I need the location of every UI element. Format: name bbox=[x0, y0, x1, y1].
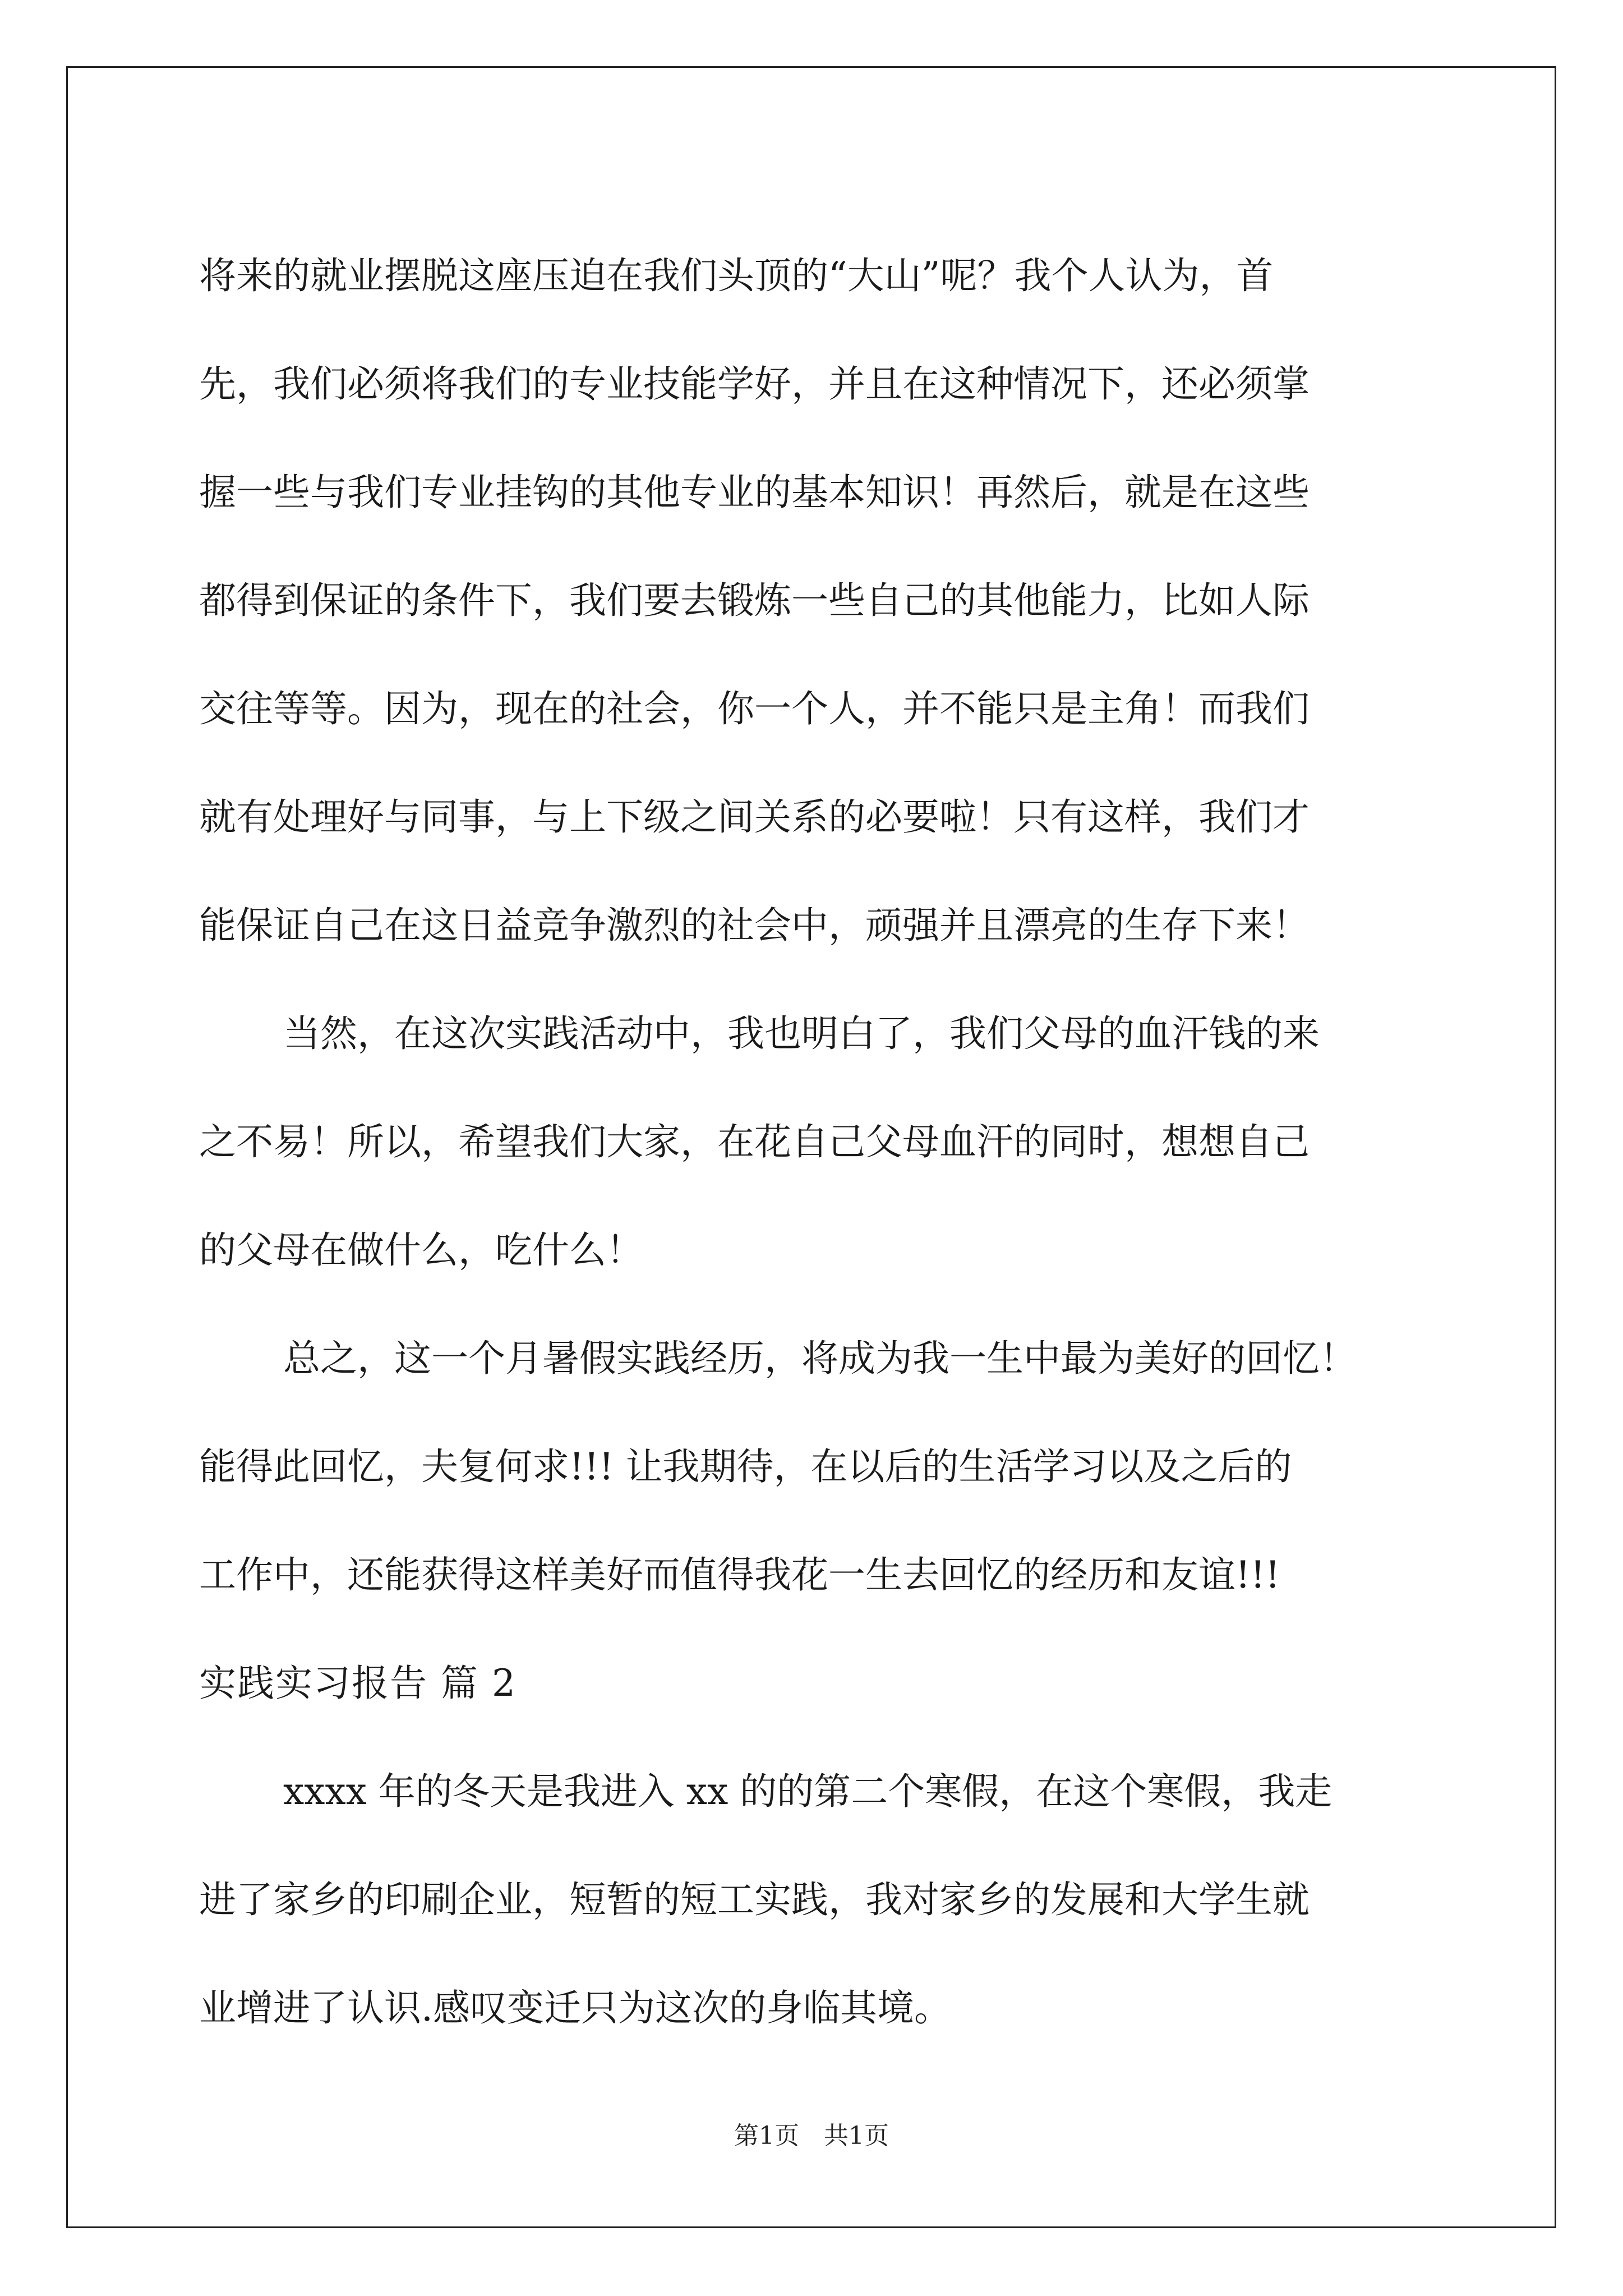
text-line: 工作中，还能获得这样美好而值得我花一生去回忆的经历和友谊!!! bbox=[199, 1553, 1280, 1596]
text-line: 的父母在做什么，吃什么！ bbox=[199, 1228, 643, 1272]
text-line: 进了家乡的印刷企业，短暂的短工实践，我对家乡的发展和大学生就 bbox=[199, 1878, 1310, 1921]
paragraph-first-line: 总之，这一个月暑假实践经历，将成为我一生中最为美好的回忆！ bbox=[283, 1337, 1357, 1380]
text-line: 业增进了认识.感叹变迁只为这次的身临其境。 bbox=[199, 1986, 951, 2030]
text-line: 都得到保证的条件下，我们要去锻炼一些自己的其他能力，比如人际 bbox=[199, 579, 1310, 622]
text-line: 交往等等。因为，现在的社会，你一个人，并不能只是主角！而我们 bbox=[199, 687, 1310, 730]
paragraph-first-line: xxxx 年的冬天是我进入 xx 的的第二个寒假，在这个寒假，我走 bbox=[283, 1770, 1332, 1813]
text-line: 将来的就业摆脱这座压迫在我们头顶的“大山”呢？我个人认为，首 bbox=[199, 254, 1274, 297]
page-number-footer: 第1页 共1页 bbox=[734, 2122, 889, 2150]
text-line: 就有处理好与同事，与上下级之间关系的必要啦！只有这样，我们才 bbox=[199, 795, 1310, 839]
section-heading: 实践实习报告 篇 2 bbox=[199, 1662, 517, 1705]
text-line: 握一些与我们专业挂钩的其他专业的基本知识！再然后，就是在这些 bbox=[199, 471, 1310, 514]
text-line: 能保证自己在这日益竞争激烈的社会中，顽强并且漂亮的生存下来！ bbox=[199, 904, 1310, 947]
text-line: 能得此回忆，夫复何求!!! 让我期待，在以后的生活学习以及之后的 bbox=[199, 1445, 1292, 1488]
document-body bbox=[199, 222, 1427, 2062]
text-line: 之不易！所以，希望我们大家，在花自己父母血汗的同时，想想自己 bbox=[199, 1120, 1310, 1163]
text-line: 先，我们必须将我们的专业技能学好，并且在这种情况下，还必须掌 bbox=[199, 362, 1310, 406]
paragraph-first-line: 当然，在这次实践活动中，我也明白了，我们父母的血汗钱的来 bbox=[283, 1012, 1320, 1055]
